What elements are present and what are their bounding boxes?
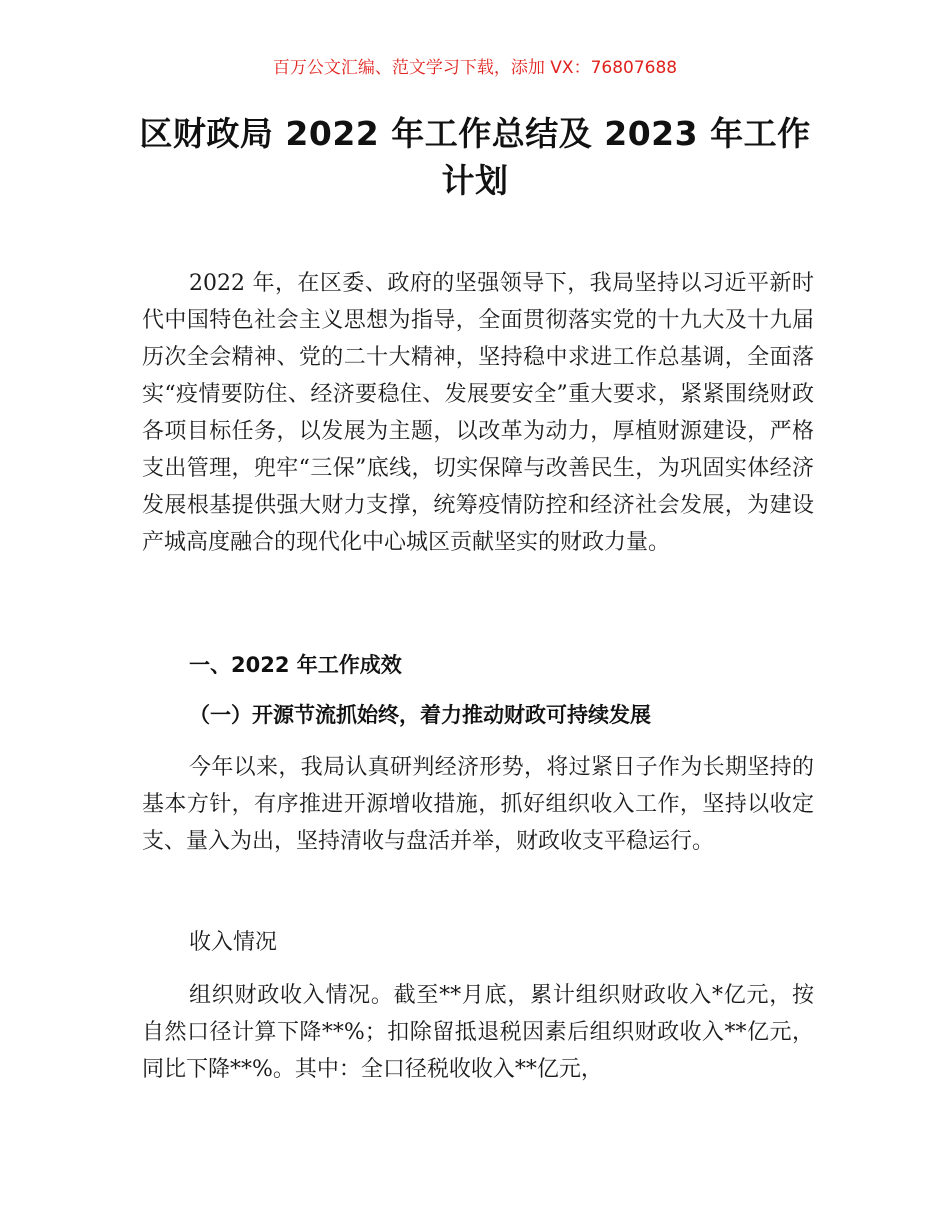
paragraph-revenue-overview: 今年以来，我局认真研判经济形势，将过紧日子作为长期坚持的基本方针，有序推进开源增收措施，抓好组织收入工作，坚持以收定支、量入为出，坚持清收与盘活并举，财政收支平稳运行。	[142, 755, 814, 854]
section-1-heading: 一、2022 年工作成效	[189, 653, 402, 677]
section-1-subheading-1: （一）开源节流抓始终，着力推动财政可持续发展	[189, 703, 651, 727]
document-title	[120, 110, 830, 204]
header-watermark: 百万公文汇编、范文学习下载，添加 VX：76807688	[272, 58, 678, 78]
paragraph-revenue-heading: 收入情况	[189, 930, 278, 955]
intro-paragraph: 2022 年，在区委、政府的坚强领导下，我局坚持以习近平新时代中国特色社会主义思想为指导，全面贯彻落实党的十九大及十九届历次全会精神、党的二十大精神，坚持稳中求进工作总基调，全面落实“疫情要防住、经济要稳住、发展要安全”重大要求，紧紧围绕财政各项目标任务，以发展为主题，以改革为动力，厚植财源建设，严格支出管理，兜牢“三保”底线，切实保障与改善民生，为巩固实体经济发展根基提供强大财力支撑，统筹疫情防控和经济社会发展，为建设产城高度融合的现代化中心城区贡献坚实的财政力量。	[142, 271, 814, 555]
paragraph-revenue-detail: 组织财政收入情况。截至**月底，累计组织财政收入*亿元，按自然口径计算下降**%；扣除留抵退税因素后组织财政收入**亿元，同比下降**%。其中：全口径税收收入**亿元，	[142, 983, 814, 1082]
title-line-2: 计划	[441, 161, 509, 200]
title-line-1: 区财政局 2022 年工作总结及 2023 年工作	[139, 114, 811, 153]
